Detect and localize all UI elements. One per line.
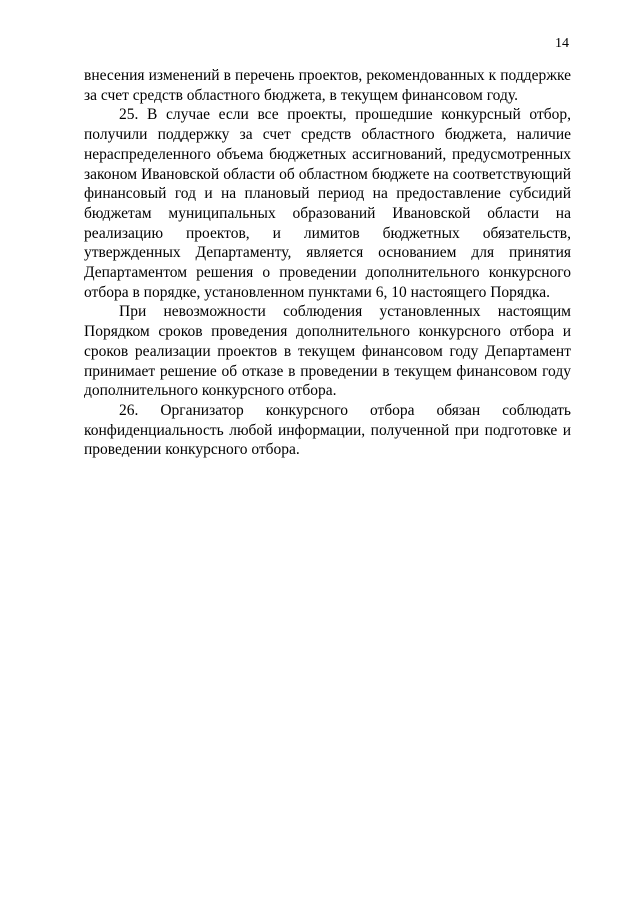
page-number: 14 bbox=[555, 36, 569, 51]
paragraph-item-25: 25. В случае если все проекты, прошедшие конкурсный отбор, получили поддержку за счет средств областного бюджета, наличие нераспределенного объема бюджетных ассигнований, предусмотренных законом Ивановской области об областном бюджете на соответствующий финансовый год и на плановый период на предоставление субсидий бюджетам муниципальных образований Ивановской области на реализацию проектов, и лимитов бюджетных обязательств, утвержденных Департаменту, является основанием для принятия Департаментом решения о проведении дополнительного конкурсного отбора в порядке, установленном пунктами 6, 10 настоящего Порядка. bbox=[84, 106, 571, 301]
paragraph-item-26: 26. Организатор конкурсного отбора обязан соблюдать конфиденциальность любой информации, полученной при подготовке и проведении конкурсного отбора. bbox=[84, 401, 571, 459]
paragraph-continuation: внесения изменений в перечень проектов, рекомендованных к поддержке за счет средств областного бюджета, в текущем финансовом году. bbox=[84, 67, 571, 104]
document-body bbox=[84, 66, 571, 460]
paragraph-impossibility: При невозможности соблюдения установленных настоящим Порядком сроков проведения дополнительного конкурсного отбора и сроков реализации проектов в текущем финансовом году Департамент принимает решение об отказе в проведении в текущем финансовом году дополнительного конкурсного отбора. bbox=[84, 303, 571, 400]
